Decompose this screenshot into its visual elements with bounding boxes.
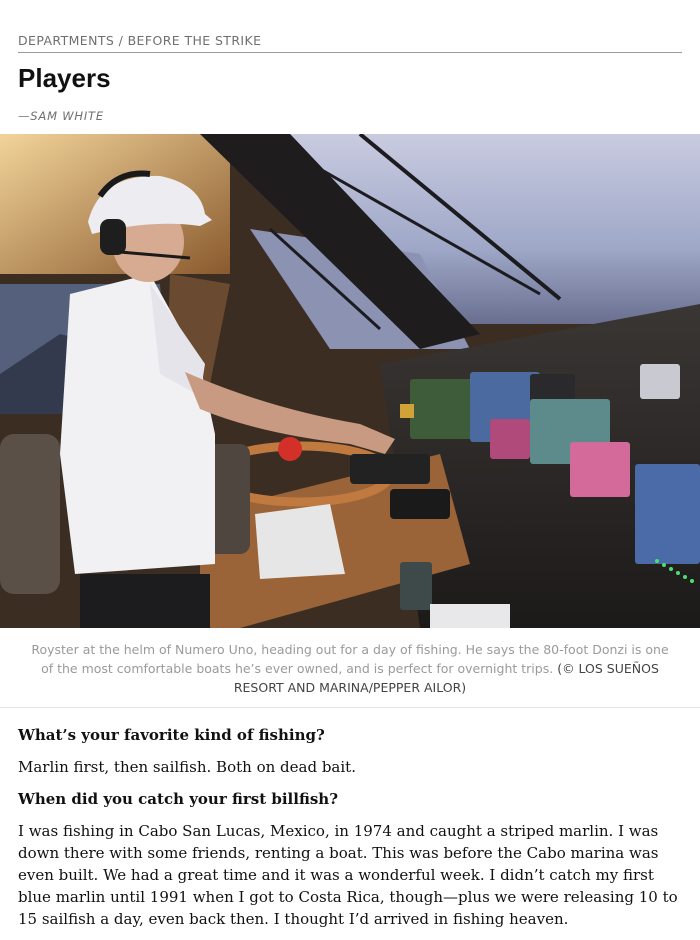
photo-caption	[30, 640, 670, 697]
photo-credit: (© LOS SUEÑOS RESORT AND MARINA/PEPPER AILOR)	[233, 661, 659, 695]
page-title: Players	[18, 63, 111, 93]
breadcrumb[interactable]: DEPARTMENTS / BEFORE THE STRIKE	[18, 33, 682, 53]
interview-answer: Marlin first, then sailfish. Both on dead bait.	[18, 758, 356, 776]
article-body	[18, 724, 682, 940]
byline: —SAM WHITE	[18, 109, 104, 123]
interview-answer: I was fishing in Cabo San Lucas, Mexico, in 1974 and caught a striped marlin. I was down there with some friends, renting a boat. This was before the Cabo marina was even built. We had a great time and it was a wonderful week. I didn’t catch my first blue marlin until 1991 when I got to Costa Rica, though—plus we were releasing 10 to 15 sailfish a day, even back then. I thought I’d arrived in fishing heaven.	[18, 822, 678, 928]
divider	[0, 707, 700, 708]
interview-question: When did you catch your first billfish?	[18, 790, 338, 808]
interview-question: What’s your favorite kind of fishing?	[18, 726, 325, 744]
caption-text: Royster at the helm of Numero Uno, heading out for a day of fishing. He says the 80-foot Donzi is one of the most comfortable boats he’s ever owned, and is perfect for overnight trips.	[31, 642, 669, 676]
article-photo	[0, 134, 700, 628]
